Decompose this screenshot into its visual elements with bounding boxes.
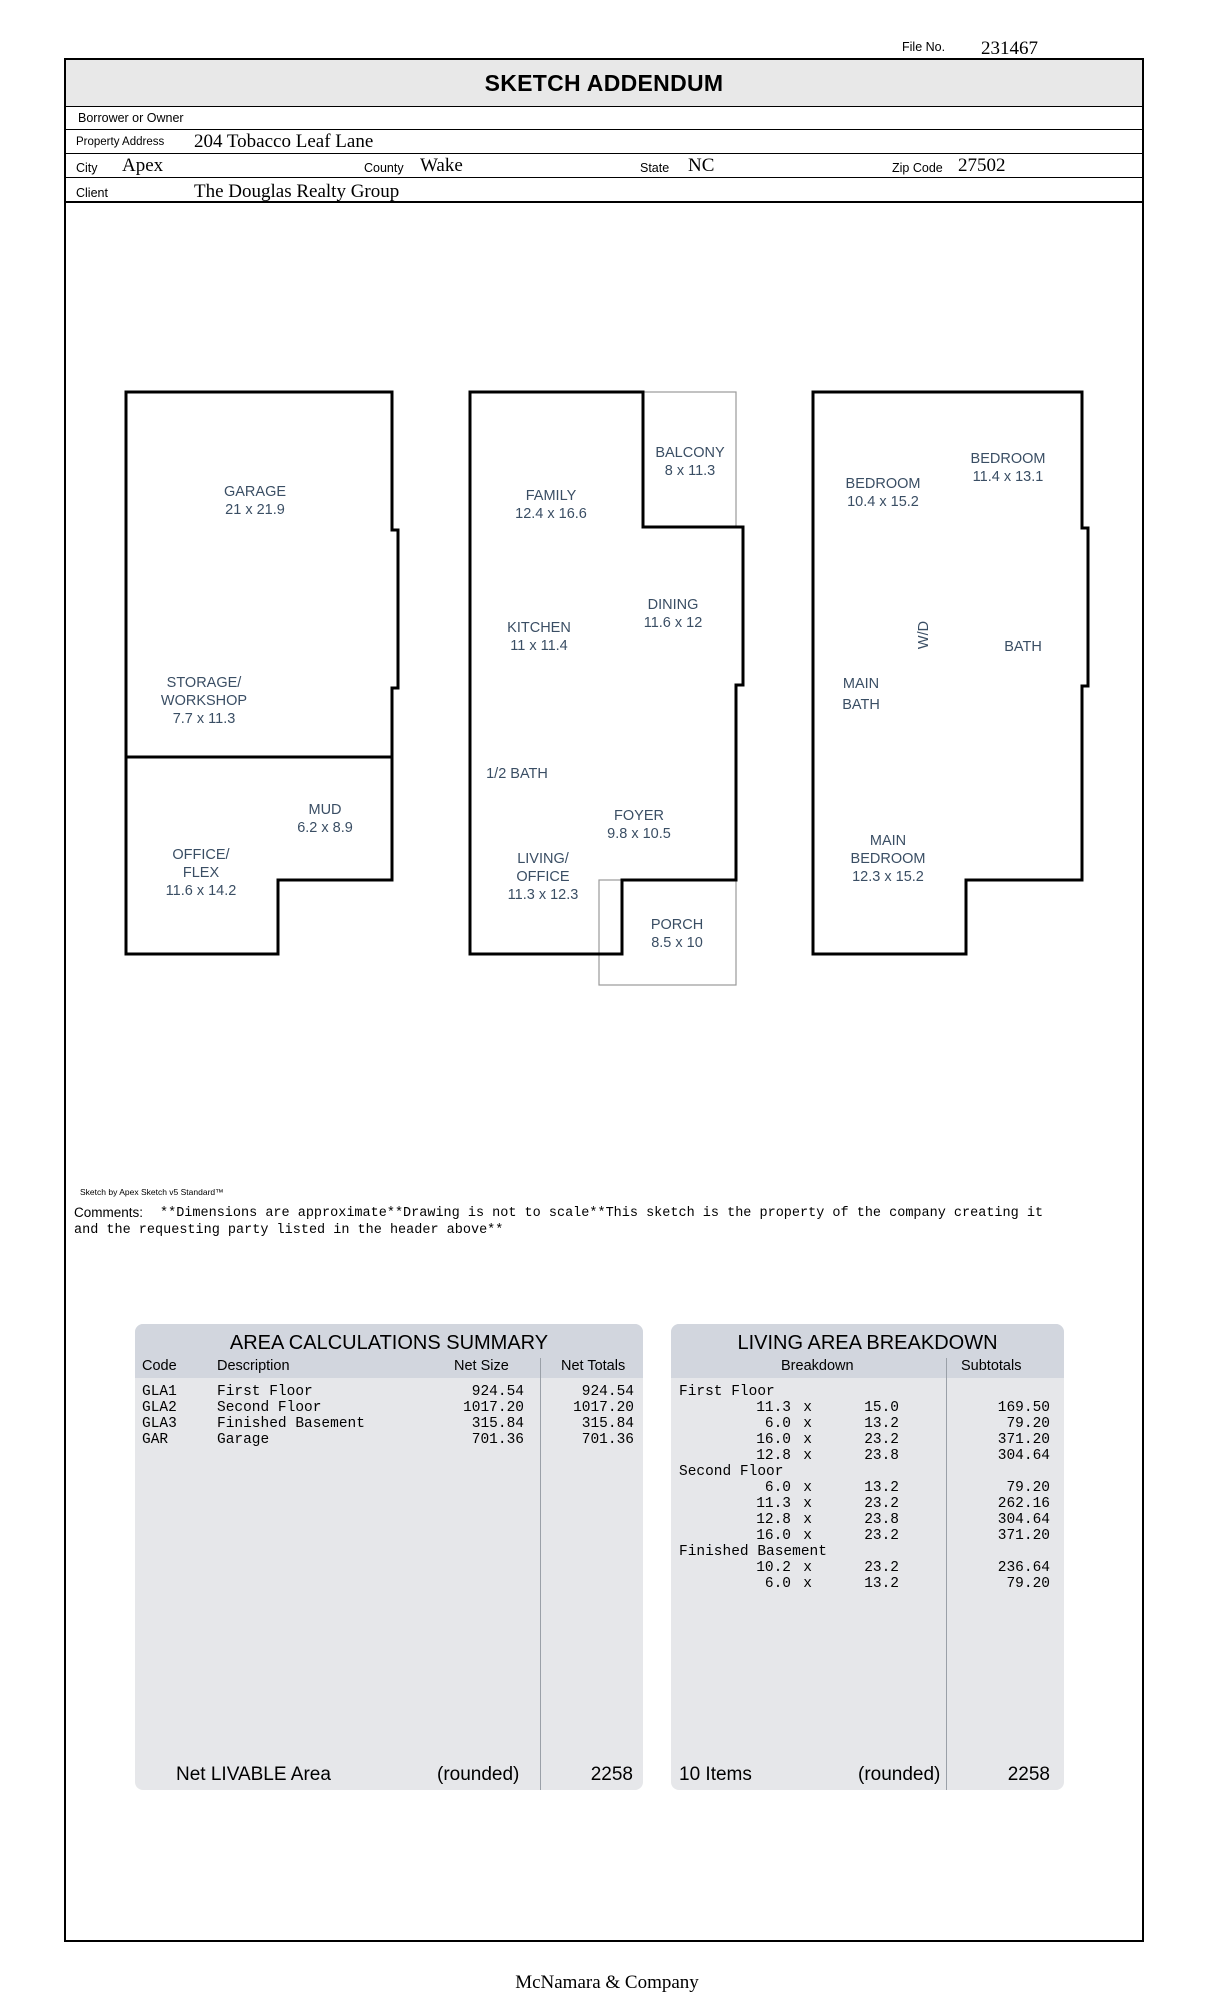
breakdown-subtotal: 262.16 [997,1496,1050,1512]
area-row-code: GAR [142,1432,169,1448]
file-no-value: 231467 [981,38,1038,59]
office-dim: 11.6 x 14.2 [165,883,237,899]
bath-label: BATH [1004,639,1042,655]
breakdown-total: 2258 [1007,1764,1050,1785]
bedroom-1-dim: 10.4 x 15.2 [847,494,919,510]
breakdown-items-count: 10 Items [679,1764,752,1785]
zip-label: Zip Code [892,161,943,175]
county-label: County [364,161,404,175]
breakdown-dim-a: 16.0 [756,1432,791,1448]
main-bath-label [842,674,880,716]
office-flex-label [166,846,237,900]
bedroom-2-name: BEDROOM [970,451,1046,467]
breakdown-dim-b: 23.8 [864,1512,899,1528]
main-bath-name-2: BATH [842,697,880,713]
breakdown-dim-b: 13.2 [864,1576,899,1592]
breakdown-dim-a: 12.8 [756,1448,791,1464]
page-title: SKETCH ADDENDUM [66,60,1142,107]
breakdown-subtotal: 371.20 [997,1528,1050,1544]
breakdown-dim-a: 11.3 [756,1496,791,1512]
breakdown-dim-b: 23.2 [864,1560,899,1576]
area-row-net-size: 1017.20 [463,1400,524,1416]
net-livable-label: Net LIVABLE Area [176,1764,331,1785]
area-row-net-total: 924.54 [581,1384,634,1400]
bedroom-2-dim: 11.4 x 13.1 [972,469,1044,485]
breakdown-subtotal: 236.64 [997,1560,1050,1576]
storage-name-1: STORAGE/ [166,675,242,691]
breakdown-times: x [803,1512,812,1528]
county-value: Wake [420,155,463,176]
breakdown-times: x [803,1400,812,1416]
breakdown-subtotal: 304.64 [997,1512,1050,1528]
breakdown-subtotal: 304.64 [997,1448,1050,1464]
breakdown-subtotal: 371.20 [997,1432,1050,1448]
porch-name: PORCH [650,917,704,933]
net-livable-total: 2258 [590,1764,633,1785]
foyer-label [607,807,671,843]
file-no-label: File No. [902,40,946,54]
storage-label [161,674,247,728]
mud-dim: 6.2 x 8.9 [297,820,353,836]
col-description: Description [217,1358,290,1374]
breakdown-dim-a: 16.0 [756,1528,791,1544]
breakdown-times: x [803,1416,812,1432]
balcony-name: BALCONY [655,445,725,461]
address-label: Property Address [76,136,165,148]
main-bedroom-dim: 12.3 x 15.2 [852,869,924,885]
breakdown-rounded: (rounded) [858,1764,941,1785]
breakdown-section-label: Finished Basement [679,1544,827,1560]
breakdown-dim-a: 6.0 [764,1576,791,1592]
borrower-label: Borrower or Owner [78,111,184,125]
col-subtotals: Subtotals [961,1358,1022,1374]
breakdown-dim-b: 13.2 [864,1416,899,1432]
washer-dryer-label: W/D [916,620,932,650]
comments-label: Comments: [74,1205,144,1220]
porch-label [651,916,703,952]
area-row-net-size: 701.36 [471,1432,524,1448]
state-value: NC [688,155,715,176]
breakdown-dim-a: 6.0 [764,1416,791,1432]
bedroom-1-name: BEDROOM [845,476,921,492]
breakdown-dim-b: 23.2 [864,1496,899,1512]
living-name-1: LIVING/ [517,851,569,867]
main-bedroom-name-1: MAIN [869,833,907,849]
breakdown-dim-a: 12.8 [756,1512,791,1528]
breakdown-dim-b: 13.2 [864,1480,899,1496]
breakdown-subtotal: 79.20 [1006,1480,1050,1496]
balcony-label [655,444,724,480]
main-bedroom-name-2: BEDROOM [850,851,926,867]
col-net-size: Net Size [454,1358,509,1374]
breakdown-col-divider [946,1358,947,1790]
family-name: FAMILY [525,488,577,504]
breakdown-times: x [803,1528,812,1544]
kitchen-label [507,619,571,655]
client-label: Client [76,186,108,200]
breakdown-dim-a: 6.0 [764,1480,791,1496]
area-row-net-total: 701.36 [581,1432,634,1448]
area-row-description: Second Floor [217,1400,322,1416]
breakdown-subtotal: 79.20 [1006,1416,1050,1432]
area-row-net-total: 315.84 [581,1416,634,1432]
kitchen-dim: 11 x 11.4 [510,638,568,654]
area-row-description: Finished Basement [217,1416,365,1432]
living-dim: 11.3 x 12.3 [507,887,579,903]
porch-dim: 8.5 x 10 [651,935,703,951]
garage-dim: 21 x 21.9 [225,502,285,518]
area-row-code: GLA1 [142,1384,177,1400]
breakdown-dim-b: 23.2 [864,1432,899,1448]
address-value: 204 Tobacco Leaf Lane [194,131,374,152]
city-label: City [76,161,98,175]
storage-name-2: WORKSHOP [160,693,248,709]
breakdown-panel-title: LIVING AREA BREAKDOWN [737,1332,998,1354]
col-net-totals: Net Totals [561,1358,626,1374]
mud-name: MUD [308,802,342,818]
area-row-description: First Floor [217,1384,313,1400]
net-livable-rounded: (rounded) [437,1764,520,1785]
office-name-1: OFFICE/ [172,847,230,863]
living-area-breakdown-panel [671,1324,1064,1790]
area-calculations-panel [135,1324,643,1790]
main-bath-name-1: MAIN [842,676,880,692]
dining-name: DINING [647,597,699,613]
client-value: The Douglas Realty Group [194,181,400,202]
area-panel-title: AREA CALCULATIONS SUMMARY [229,1332,549,1354]
breakdown-section-label: Second Floor [679,1464,784,1480]
col-code: Code [142,1358,177,1374]
family-dim: 12.4 x 16.6 [515,506,587,522]
main-bedroom-label [851,832,926,886]
breakdown-dim-b: 23.8 [864,1448,899,1464]
garage-label [224,483,286,519]
area-row-code: GLA2 [142,1400,177,1416]
breakdown-times: x [803,1480,812,1496]
area-row-code: GLA3 [142,1416,177,1432]
foyer-dim: 9.8 x 10.5 [607,826,671,842]
mud-label [297,801,353,837]
family-label [515,487,587,523]
balcony-dim: 8 x 11.3 [664,463,716,479]
col-breakdown: Breakdown [781,1358,854,1374]
state-label: State [640,161,670,175]
kitchen-name: KITCHEN [507,620,571,636]
area-row-description: Garage [217,1432,270,1448]
area-col-divider [540,1358,541,1790]
sketch-credit: Sketch by Apex Sketch v5 Standard™ [80,1187,224,1197]
breakdown-times: x [803,1432,812,1448]
bedroom-2-label [971,450,1046,486]
area-row-net-size: 924.54 [471,1384,524,1400]
breakdown-section-label: First Floor [679,1384,775,1400]
city-value: Apex [122,155,164,176]
living-name-2: OFFICE [516,869,570,885]
breakdown-dim-a: 11.3 [756,1400,791,1416]
breakdown-subtotal: 79.20 [1006,1576,1050,1592]
breakdown-times: x [803,1560,812,1576]
breakdown-dim-a: 10.2 [756,1560,791,1576]
zip-value: 27502 [958,155,1006,176]
area-row-net-size: 315.84 [471,1416,524,1432]
half-bath-label: 1/2 BATH [486,766,548,782]
company-footer: McNamara & Company [515,1972,699,1993]
office-name-2: FLEX [182,865,220,881]
bedroom-1-label [846,475,921,511]
garage-name: GARAGE [223,484,287,500]
breakdown-dim-b: 15.0 [864,1400,899,1416]
breakdown-times: x [803,1496,812,1512]
dining-label [644,596,703,632]
breakdown-dim-b: 23.2 [864,1528,899,1544]
breakdown-subtotal: 169.50 [997,1400,1050,1416]
dining-dim: 11.6 x 12 [643,615,703,631]
storage-dim: 7.7 x 11.3 [172,711,236,727]
comments-line-1: **Dimensions are approximate**Drawing is not to scale**This sketch is the property of the company creating it [160,1206,1044,1221]
living-office-label [508,850,579,904]
comments-line-2: and the requesting party listed in the header above** [74,1223,504,1238]
breakdown-times: x [803,1576,812,1592]
breakdown-times: x [803,1448,812,1464]
foyer-name: FOYER [614,808,664,824]
area-row-net-total: 1017.20 [573,1400,634,1416]
